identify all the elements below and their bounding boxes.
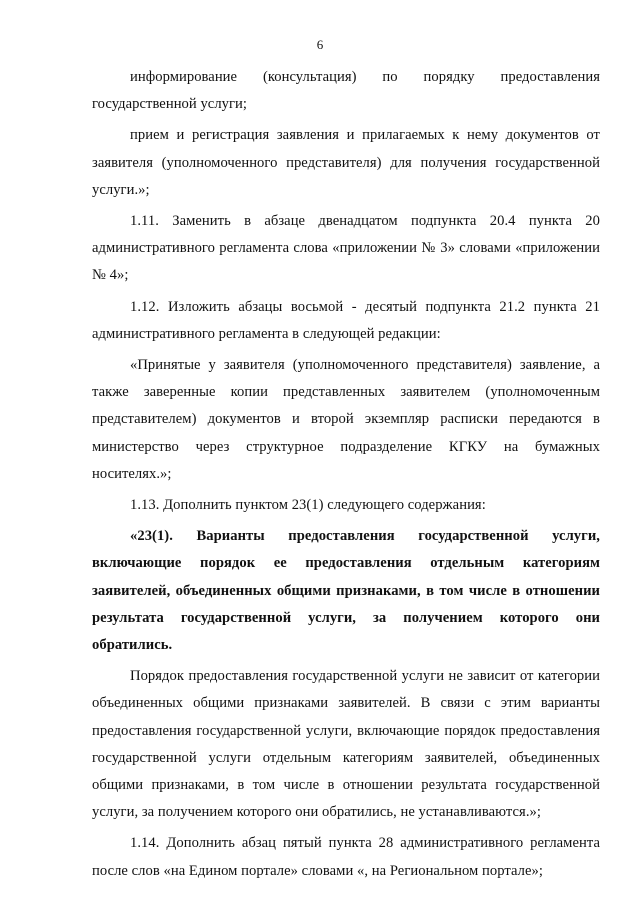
paragraph-procedure: Порядок предоставления государственной услуги не зависит от категории объединенных общими признаками заявителей. В связи с этим варианты предоставления государственной услуги, включающие порядок предоставления государственной услуги отдельным категориям заявителей, объединенных общими признаками, в том числе в отношении результата государственной услуги, за получением которого они обратились, не устанавливаются.»; xyxy=(92,668,600,821)
paragraph-item-1-11: 1.11. Заменить в абзаце двенадцатом подпункта 20.4 пункта 20 административного регламента слова «приложении № 3» словами «приложении № 4»; xyxy=(92,213,600,284)
paragraph-item-1-13: 1.13. Дополнить пунктом 23(1) следующего содержания: xyxy=(130,497,486,514)
page-number: 6 xyxy=(316,37,324,52)
paragraph-reception: прием и регистрация заявления и прилагаемых к нему документов от заявителя (уполномоченного представителя) для получения государственной услуги.»; xyxy=(92,127,600,198)
paragraph-quoted-abzats: «Принятые у заявителя (уполномоченного представителя) заявление, а также заверенные копии представленных заявителем (уполномоченным представителем) документов и второй экземпляр расписки передаются в министерство через структурное подразделение КГКУ на бумажных носителях.»; xyxy=(92,357,600,482)
document-body xyxy=(92,64,600,885)
paragraph-item-1-12: 1.12. Изложить абзацы восьмой - десятый подпункта 21.2 пункта 21 административного регламента в следующей редакции: xyxy=(92,298,600,342)
paragraph-item-1-14: 1.14. Дополнить абзац пятый пункта 28 административного регламента после слов «на Едином портале» словами «, на Региональном портале»; xyxy=(92,835,600,879)
paragraph-heading-23-1: «23(1). Варианты предоставления государственной услуги, включающие порядок ее предоставления отдельным категориям заявителей, объединенных общими признаками, в том числе в отношении результата государственной услуги, за получением которого они обратились. xyxy=(92,528,600,654)
paragraph-informing: информирование (консультация) по порядку предоставления государственной услуги; xyxy=(92,69,600,113)
